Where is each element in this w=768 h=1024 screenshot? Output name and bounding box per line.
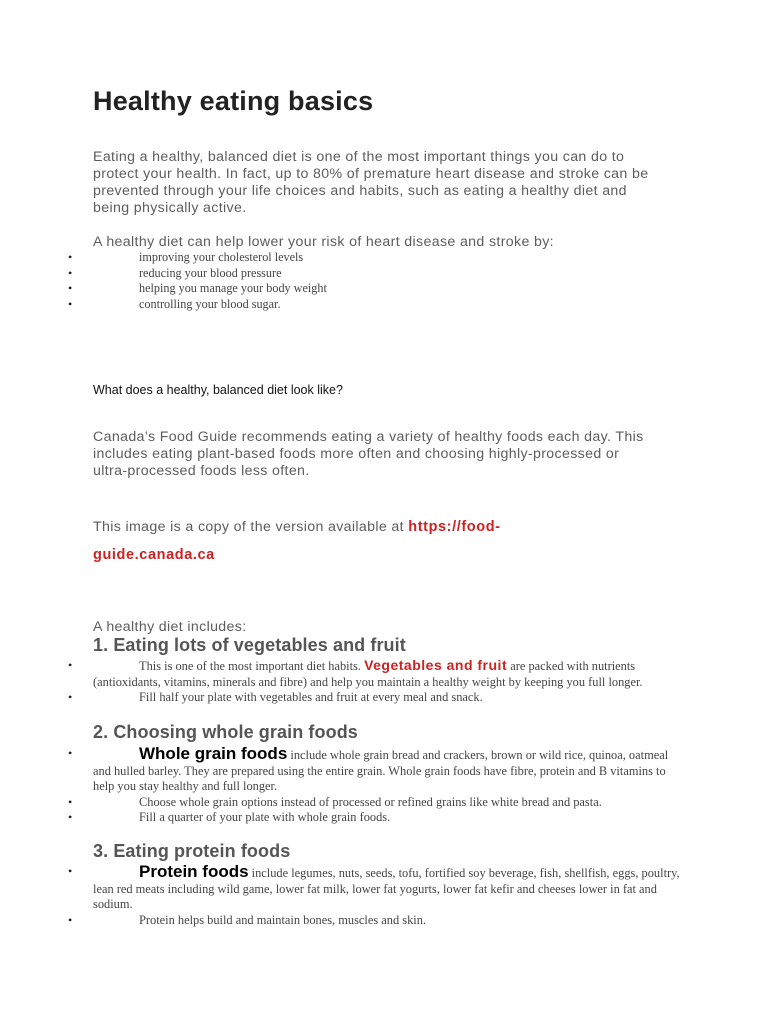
image-note-text: This image is a copy of the version available at bbox=[93, 519, 409, 535]
section-heading-whole-grains: 2. Choosing whole grain foods bbox=[93, 722, 358, 742]
risk-list bbox=[0, 250, 327, 313]
section-heading-vegetables: 1. Eating lots of vegetables and fruit bbox=[93, 635, 406, 655]
includes-lead: A healthy diet includes: bbox=[93, 619, 247, 635]
list-item: • Choose whole grain options instead of processed or refined grains like white bread and pasta. bbox=[68, 794, 602, 809]
whole-grain-foods-highlight: Whole grain foods bbox=[139, 744, 288, 763]
risk-lead-paragraph: A healthy diet can help lower your risk of heart disease and stroke by: bbox=[93, 234, 554, 250]
bullet-icon: • bbox=[68, 281, 73, 296]
bullet-icon: • bbox=[68, 746, 73, 760]
list-item: • Fill half your plate with vegetables and fruit at every meal and snack. bbox=[68, 690, 483, 705]
bullet-icon: • bbox=[68, 864, 73, 878]
bullet-icon: • bbox=[68, 658, 73, 672]
list-item: • Whole grain foods include whole grain bread and crackers, brown or wild rice, quinoa, oatmeal and hulled barley. They are prepared using the entire grain. Whole grain foods have fibre, protein and B vitamins to help you stay healthy and full longer. bbox=[68, 744, 669, 794]
food-guide-paragraph: Canada’s Food Guide recommends eating a variety of healthy foods each day. This includes eating plant-based foods more often and choosing highly-processed or ultra-processed foods less often. bbox=[93, 429, 644, 479]
bullet-icon: • bbox=[68, 794, 73, 809]
bullet-icon: • bbox=[68, 912, 73, 927]
bullet-icon: • bbox=[68, 265, 73, 280]
risk-item-text: helping you manage your body weight bbox=[139, 281, 327, 296]
protein-list bbox=[0, 864, 768, 928]
risk-item-text: reducing your blood pressure bbox=[139, 265, 282, 280]
whole-grains-list bbox=[0, 746, 768, 826]
bullet-icon: • bbox=[68, 297, 73, 312]
list-item bbox=[0, 281, 327, 297]
vegetables-and-fruit-highlight: Vegetables and fruit bbox=[364, 657, 508, 673]
page-title: Healthy eating basics bbox=[93, 86, 374, 116]
question-heading: What does a healthy, balanced diet look like? bbox=[93, 383, 343, 397]
list-item: • Protein foods include legumes, nuts, seeds, tofu, fortified soy beverage, fish, shellfish, eggs, poultry, lean red meats including wild game, lower fat milk, lower fat yogurts, lower fat kefir and cheeses lower in fat and sodium. bbox=[68, 862, 680, 912]
list-item bbox=[0, 250, 327, 266]
bullet-icon: • bbox=[68, 250, 73, 264]
list-item bbox=[0, 266, 327, 282]
food-guide-link[interactable]: https://food-guide.canada.ca bbox=[93, 519, 501, 563]
section-heading-protein: 3. Eating protein foods bbox=[93, 841, 291, 861]
protein-foods-highlight: Protein foods bbox=[139, 862, 249, 881]
bullet-icon: • bbox=[68, 810, 73, 825]
list-item bbox=[0, 297, 327, 313]
vegetables-list bbox=[0, 658, 768, 706]
image-source-note bbox=[93, 513, 593, 569]
risk-item-text: improving your cholesterol levels bbox=[139, 250, 304, 264]
list-item: • This is one of the most important diet habits. Vegetables and fruit are packed with nutrients (antioxidants, vitamins, minerals and fibre) and help you maintain a healthy weight by keeping you full longer. bbox=[68, 657, 643, 689]
list-item: • Protein helps build and maintain bones, muscles and skin. bbox=[68, 912, 427, 927]
bullet-icon: • bbox=[68, 690, 73, 705]
risk-item-text: controlling your blood sugar. bbox=[139, 297, 281, 312]
intro-paragraph: Eating a healthy, balanced diet is one of the most important things you can do to protect your health. In fact, up to 80% of premature heart disease and stroke can be prevented through your life choices and habits, such as eating a healthy diet and being physically active. bbox=[93, 149, 649, 216]
list-item: • Fill a quarter of your plate with whole grain foods. bbox=[68, 810, 391, 825]
